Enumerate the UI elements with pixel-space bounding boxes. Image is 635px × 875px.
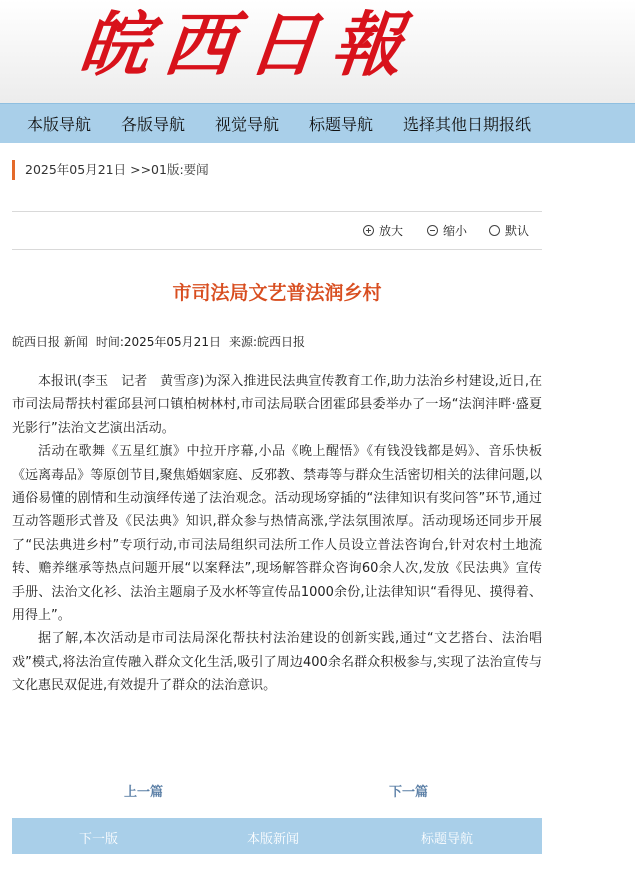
- meta-time: 时间:2025年05月21日: [95, 335, 221, 349]
- nav-item-all-pages[interactable]: 各版导航: [121, 115, 186, 134]
- nav-item-select-date[interactable]: 选择其他日期报纸: [403, 115, 532, 134]
- next-article-link[interactable]: 下一篇: [389, 785, 429, 800]
- zoom-out-label: 缩小: [443, 224, 468, 238]
- zoom-in-label: 放大: [379, 224, 404, 238]
- plus-circle-icon: [363, 225, 374, 236]
- prev-article-link[interactable]: 上一篇: [124, 785, 164, 800]
- meta-paper: 皖西日报 新闻: [12, 335, 88, 349]
- footer-nav: [12, 818, 542, 854]
- nav-item-this-page[interactable]: 本版导航: [27, 115, 92, 134]
- default-size-label: 默认: [505, 224, 530, 238]
- article-title: 市司法局文艺普法润乡村: [172, 282, 382, 304]
- meta-source: 来源:皖西日报: [228, 335, 305, 349]
- article-paragraph: 据了解,本次活动是市司法局深化帮扶村法治建设的创新实践,通过“文艺搭台、法治唱戏”模式,将法治宣传融入群众文化生活,吸引了周边400余名群众积极参与,实现了法治宣传与文化惠民双促进,有效提升了群众的法治意识。: [12, 631, 542, 694]
- default-size-button[interactable]: [489, 222, 529, 239]
- title-nav-button[interactable]: 标题导航: [421, 832, 474, 847]
- top-nav: [0, 103, 635, 143]
- zoom-out-button[interactable]: [427, 222, 467, 239]
- article-meta: [12, 333, 313, 350]
- article-body: [12, 370, 542, 698]
- masthead: [0, 0, 635, 103]
- breadcrumb: 2025年05月21日 >>01版:要闻: [12, 160, 209, 180]
- nav-item-titles[interactable]: 标题导航: [309, 115, 374, 134]
- minus-circle-icon: [427, 225, 438, 236]
- article-paragraph: 本报讯(李玉 记者 黄雪彦)为深入推进民法典宣传教育工作,助力法治乡村建设,近日,在市司法局帮扶村霍邱县河口镇柏树林村,市司法局联合团霍邱县委举办了一场“法润沣畔·盛夏光影行”法治文艺演出活动。: [12, 374, 542, 436]
- zoom-in-button[interactable]: [363, 222, 403, 239]
- next-page-button[interactable]: 下一版: [79, 832, 119, 847]
- circle-icon: [489, 225, 500, 236]
- this-page-news-button[interactable]: 本版新闻: [247, 832, 300, 847]
- font-size-toolbar: [12, 211, 542, 250]
- nav-item-visual[interactable]: 视觉导航: [215, 115, 280, 134]
- article-paragraph: 活动在歌舞《五星红旗》中拉开序幕,小品《晚上醒悟》《有钱没钱都是妈》、音乐快板《远离毒品》等原创节目,聚焦婚姻家庭、反邪教、禁毒等与群众生活密切相关的法律问题,以通俗易懂的剧情和生动演绎传递了法治观念。活动现场穿插的“法律知识有奖问答”环节,通过互动答题形式普及《民法典》知识,群众参与热情高涨,学法氛围浓厚。活动现场还同步开展了“民法典进乡村”专项行动,市司法局组织司法所工作人员设立普法咨询台,针对农村土地流转、赡养继承等热点问题开展“以案释法”,现场解答群众咨询60余人次,发放《民法典》宣传手册、法治文化衫、法治主题扇子及水杯等宣传品1000余份,让法律知识“看得见、摸得着、用得上”。: [12, 444, 542, 624]
- newspaper-logo: 皖西日報: [75, 3, 421, 86]
